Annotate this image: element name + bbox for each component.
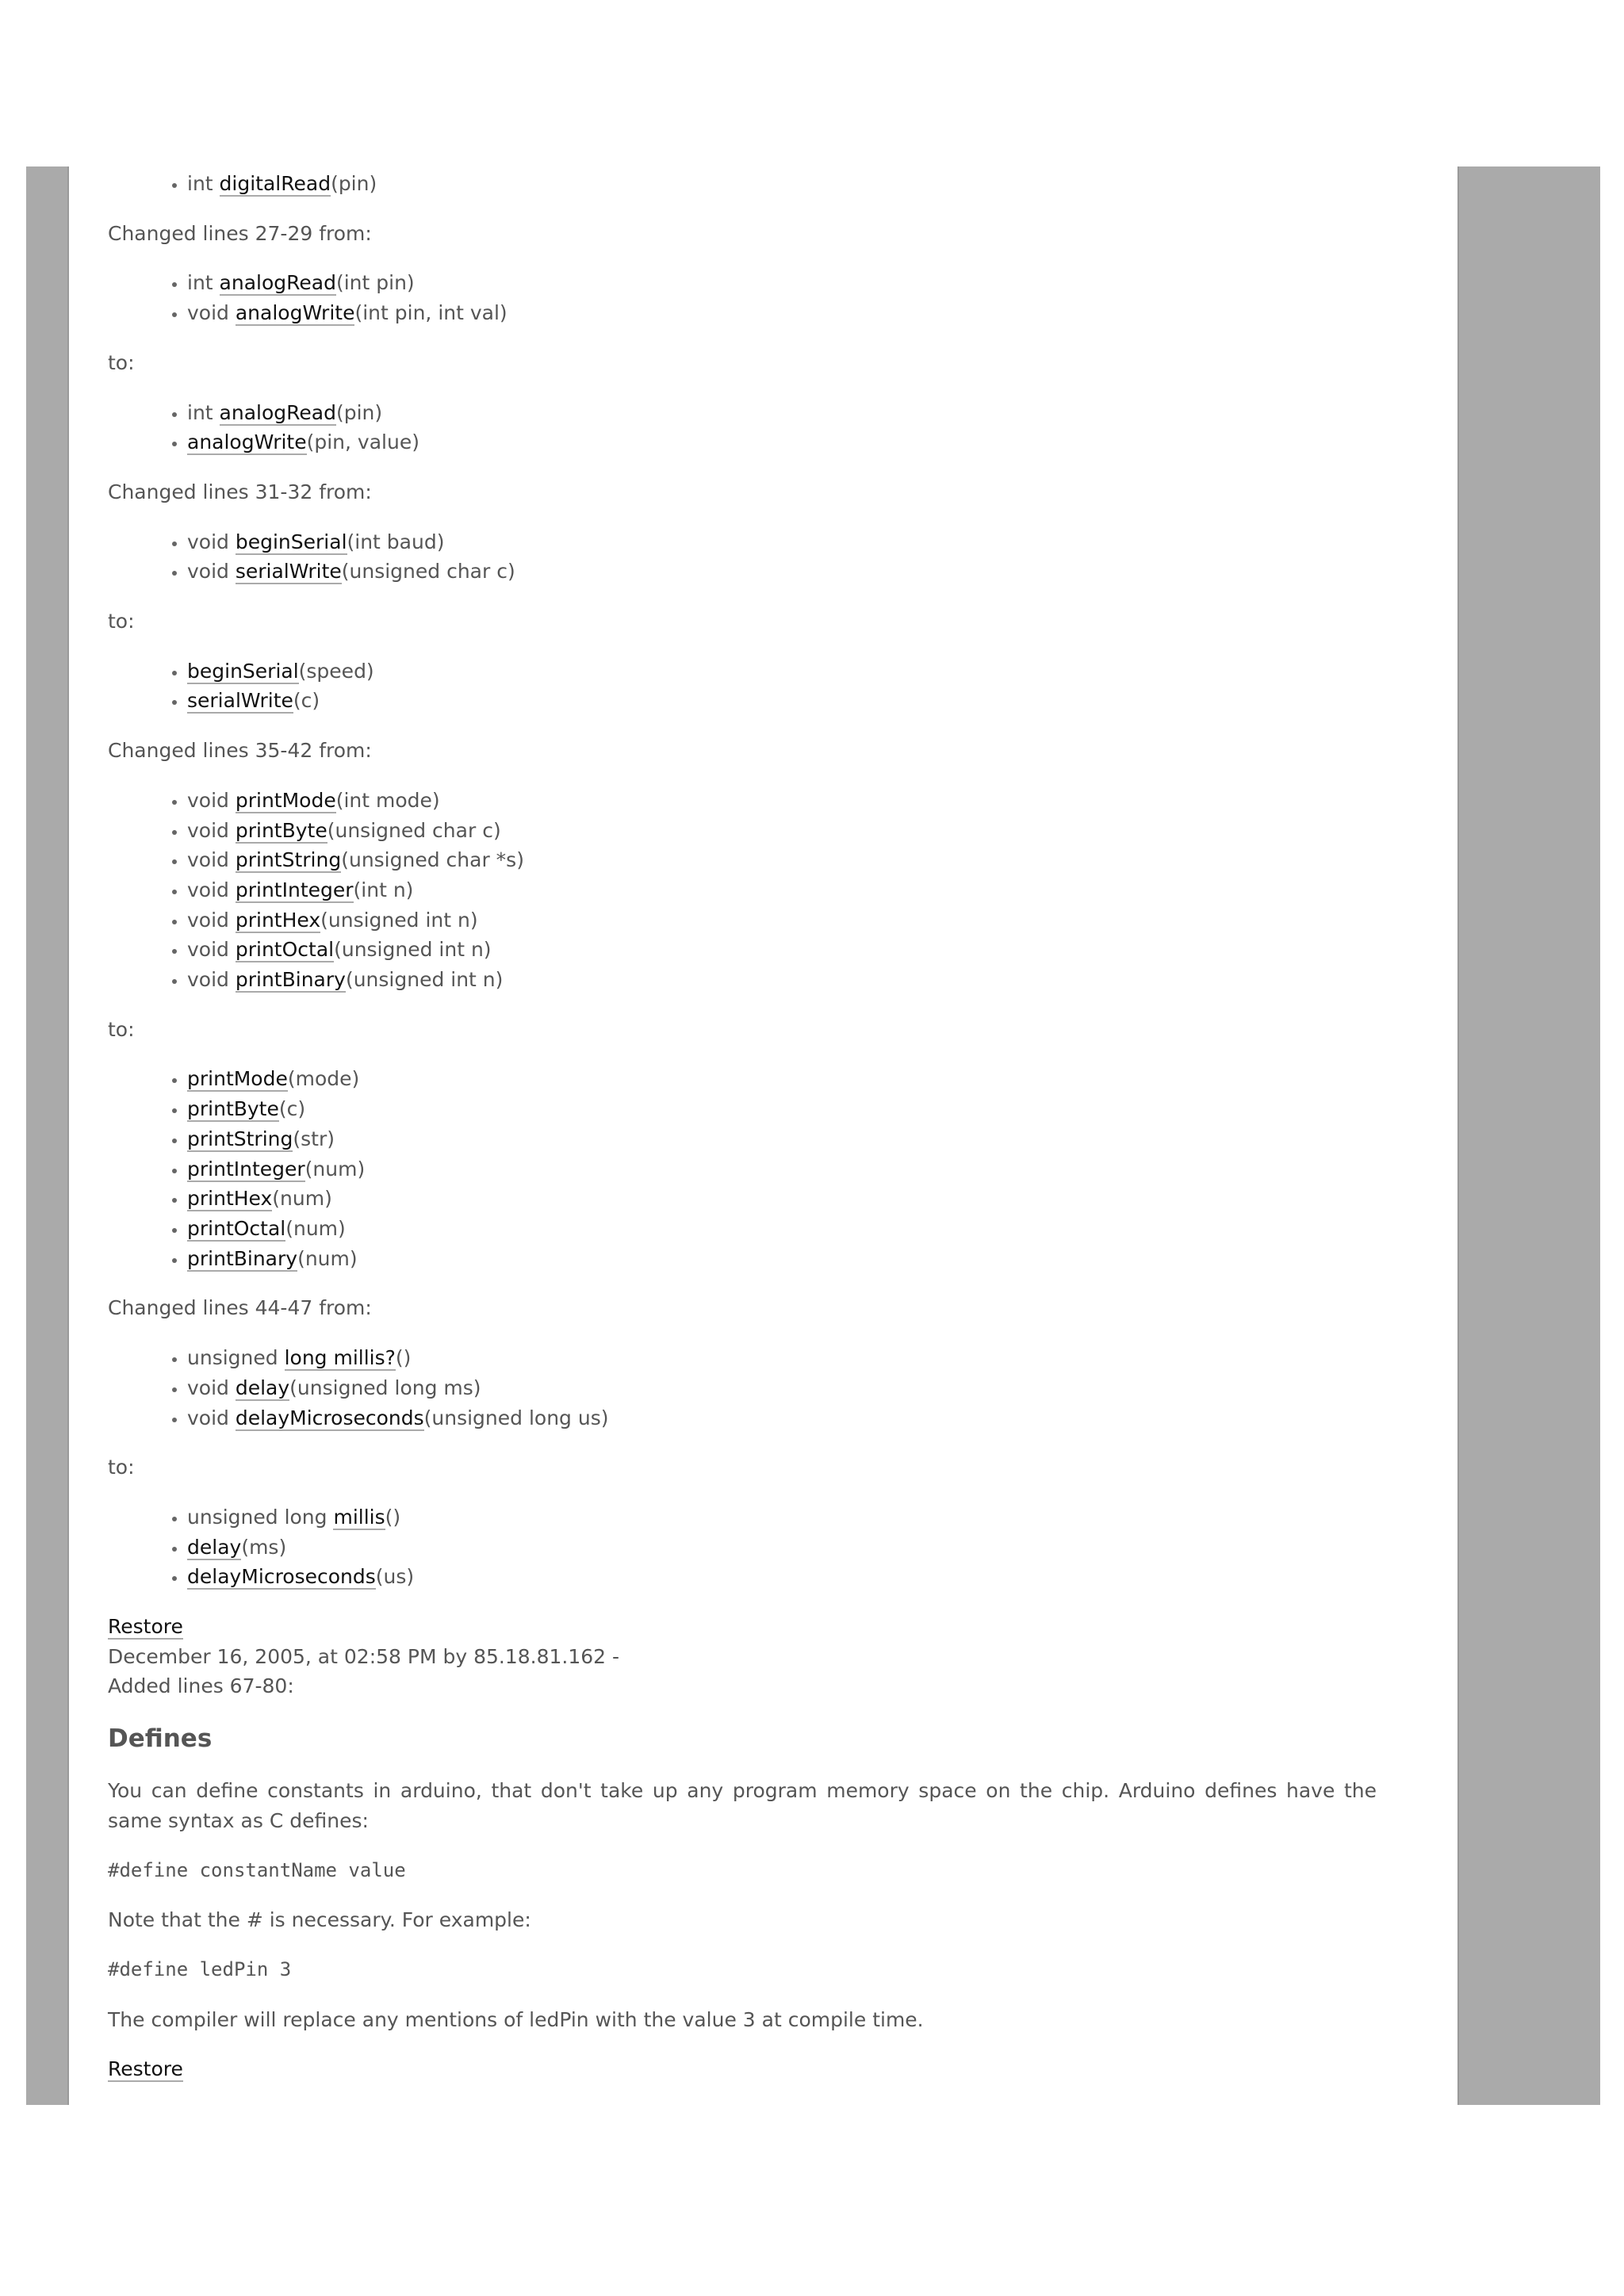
item-args: (us) (375, 1565, 415, 1589)
function-link[interactable]: printHex (187, 1187, 273, 1211)
item-args: (int baud) (347, 530, 445, 553)
defines-outro: The compiler will replace any mentions of ledPin with the value 3 at compile time. (108, 2007, 924, 2031)
function-link[interactable]: beginSerial (187, 659, 299, 683)
list-item (187, 1154, 1377, 1184)
item-prefix: int (187, 400, 220, 424)
list-item (187, 1403, 1377, 1433)
function-link[interactable]: delay (235, 1376, 290, 1399)
list-item (187, 935, 1377, 965)
item-args: (unsigned long ms) (289, 1376, 481, 1399)
diff-to-label: to: (108, 1456, 135, 1479)
item-prefix: void (187, 818, 236, 842)
item-prefix: unsigned (187, 1346, 285, 1370)
item-args: (unsigned long us) (423, 1406, 609, 1429)
list-item (187, 905, 1377, 936)
item-args: (unsigned int n) (320, 908, 478, 932)
item-args: () (395, 1346, 412, 1370)
function-link[interactable]: printMode (187, 1067, 288, 1091)
revision-added: Added lines 67-80: (108, 1674, 294, 1698)
revision-info: December 16, 2005, at 02:58 PM by 85.18.81.162 - (108, 1644, 620, 1668)
item-prefix: void (187, 878, 236, 901)
list-item (187, 786, 1377, 816)
diff-content (108, 169, 1377, 2084)
function-list (108, 1502, 1377, 1592)
list-item (187, 1244, 1377, 1274)
right-sidebar-bar (1457, 166, 1600, 2105)
function-link[interactable]: delayMicroseconds (235, 1406, 424, 1429)
list-item (187, 1184, 1377, 1214)
item-args: (num) (297, 1246, 358, 1270)
list-item (187, 169, 1377, 199)
list-item (187, 1373, 1377, 1403)
item-args: (c) (278, 1097, 306, 1121)
code-sample: #define ledPin 3 (108, 1957, 292, 1980)
function-list (108, 527, 1377, 587)
function-link[interactable]: delayMicroseconds (187, 1565, 376, 1589)
item-args: (unsigned char *s) (341, 848, 524, 872)
list-item (187, 1502, 1377, 1533)
section-heading-defines: Defines (108, 1724, 213, 1754)
function-link[interactable]: analogRead (219, 400, 336, 424)
list-item (187, 1094, 1377, 1124)
item-prefix: void (187, 1406, 236, 1429)
function-link[interactable]: analogWrite (235, 301, 355, 325)
function-link[interactable]: printBinary (187, 1246, 298, 1270)
list-item (187, 686, 1377, 716)
restore-link-row (108, 1612, 1377, 1642)
item-args: (num) (285, 1216, 346, 1240)
item-args: (unsigned char c) (327, 818, 501, 842)
function-list (108, 398, 1377, 457)
item-args: (pin) (335, 400, 383, 424)
function-link[interactable]: printByte (187, 1097, 279, 1121)
item-prefix: void (187, 908, 236, 932)
item-prefix: void (187, 968, 236, 992)
list-item (187, 656, 1377, 687)
list-item (187, 1214, 1377, 1244)
list-item (187, 1124, 1377, 1154)
list-item (187, 1562, 1377, 1592)
item-args: (ms) (241, 1535, 287, 1559)
list-item (187, 875, 1377, 905)
item-prefix: int (187, 271, 220, 295)
function-link[interactable]: millis (333, 1505, 385, 1529)
restore-link[interactable]: Restore (108, 1615, 183, 1639)
function-link[interactable]: printMode (235, 788, 336, 812)
list-item (187, 298, 1377, 328)
function-link[interactable]: digitalRead (219, 172, 331, 195)
list-item (187, 527, 1377, 557)
list-item (187, 1343, 1377, 1373)
function-link[interactable]: printInteger (235, 878, 354, 901)
function-link[interactable]: long millis? (284, 1346, 396, 1370)
function-list (108, 786, 1377, 995)
diff-label: Changed lines 27-29 from: (108, 221, 372, 245)
diff-label: Changed lines 35-42 from: (108, 739, 372, 763)
function-link[interactable]: serialWrite (235, 560, 342, 584)
item-args: (pin, value) (306, 430, 419, 454)
item-args: (mode) (287, 1067, 360, 1091)
list-item (187, 965, 1377, 995)
item-args: (str) (293, 1127, 335, 1150)
item-prefix: void (187, 848, 236, 872)
item-args: (unsigned char c) (341, 560, 515, 584)
function-list (108, 1343, 1377, 1433)
function-list (108, 169, 1377, 199)
item-args: (int mode) (335, 788, 440, 812)
function-link[interactable]: printString (187, 1127, 293, 1150)
diff-to-label: to: (108, 610, 135, 633)
item-prefix: void (187, 301, 236, 325)
list-item (187, 268, 1377, 298)
function-list (108, 268, 1377, 327)
diff-to-label: to: (108, 1017, 135, 1041)
diff-label: Changed lines 44-47 from: (108, 1296, 372, 1320)
item-args: () (385, 1505, 401, 1529)
item-prefix: int (187, 172, 220, 195)
function-link[interactable]: printHex (235, 908, 321, 932)
item-args: (num) (272, 1187, 332, 1211)
function-link[interactable]: printBinary (235, 968, 346, 992)
item-prefix: void (187, 938, 236, 962)
item-args: (c) (293, 689, 320, 713)
function-link[interactable]: serialWrite (187, 689, 293, 713)
function-link[interactable]: delay (187, 1535, 242, 1559)
left-sidebar-bar (26, 166, 69, 2105)
list-item (187, 845, 1377, 875)
function-link[interactable]: printInteger (187, 1157, 305, 1181)
function-link[interactable]: printOctal (235, 938, 335, 962)
list-item (187, 1533, 1377, 1563)
function-list (108, 656, 1377, 716)
diff-to-label: to: (108, 350, 135, 374)
list-item (187, 557, 1377, 587)
list-item (187, 1064, 1377, 1094)
function-link[interactable]: analogWrite (187, 430, 307, 454)
restore-link[interactable]: Restore (108, 2057, 183, 2081)
function-link[interactable]: printString (235, 848, 342, 872)
list-item (187, 398, 1377, 428)
list-item (187, 427, 1377, 457)
item-prefix: void (187, 788, 236, 812)
item-prefix: void (187, 530, 236, 553)
item-prefix: void (187, 560, 236, 584)
item-args: (speed) (298, 659, 374, 683)
function-list (108, 1064, 1377, 1273)
item-args: (pin) (331, 172, 377, 195)
defines-note: Note that the # is necessary. For example: (108, 1908, 531, 1932)
list-item (187, 816, 1377, 846)
item-args: (int pin, int val) (354, 301, 508, 325)
item-args: (int n) (353, 878, 414, 901)
function-link[interactable]: printOctal (187, 1216, 286, 1240)
code-sample: #define constantName value (108, 1858, 406, 1881)
restore-link-row (108, 2054, 1377, 2084)
function-link[interactable]: beginSerial (235, 530, 347, 553)
item-args: (int pin) (335, 271, 415, 295)
defines-intro: You can define constants in arduino, that don't take up any program memory space on the chip. Arduino defines have the same syntax as C defines: (108, 1779, 1377, 1832)
diff-label: Changed lines 31-32 from: (108, 480, 372, 503)
item-prefix: unsigned long (187, 1505, 334, 1529)
function-link[interactable]: printByte (235, 818, 327, 842)
item-prefix: void (187, 1376, 236, 1399)
item-args: (unsigned int n) (334, 938, 492, 962)
item-args: (unsigned int n) (345, 968, 504, 992)
item-args: (num) (304, 1157, 366, 1181)
function-link[interactable]: analogRead (219, 271, 336, 295)
